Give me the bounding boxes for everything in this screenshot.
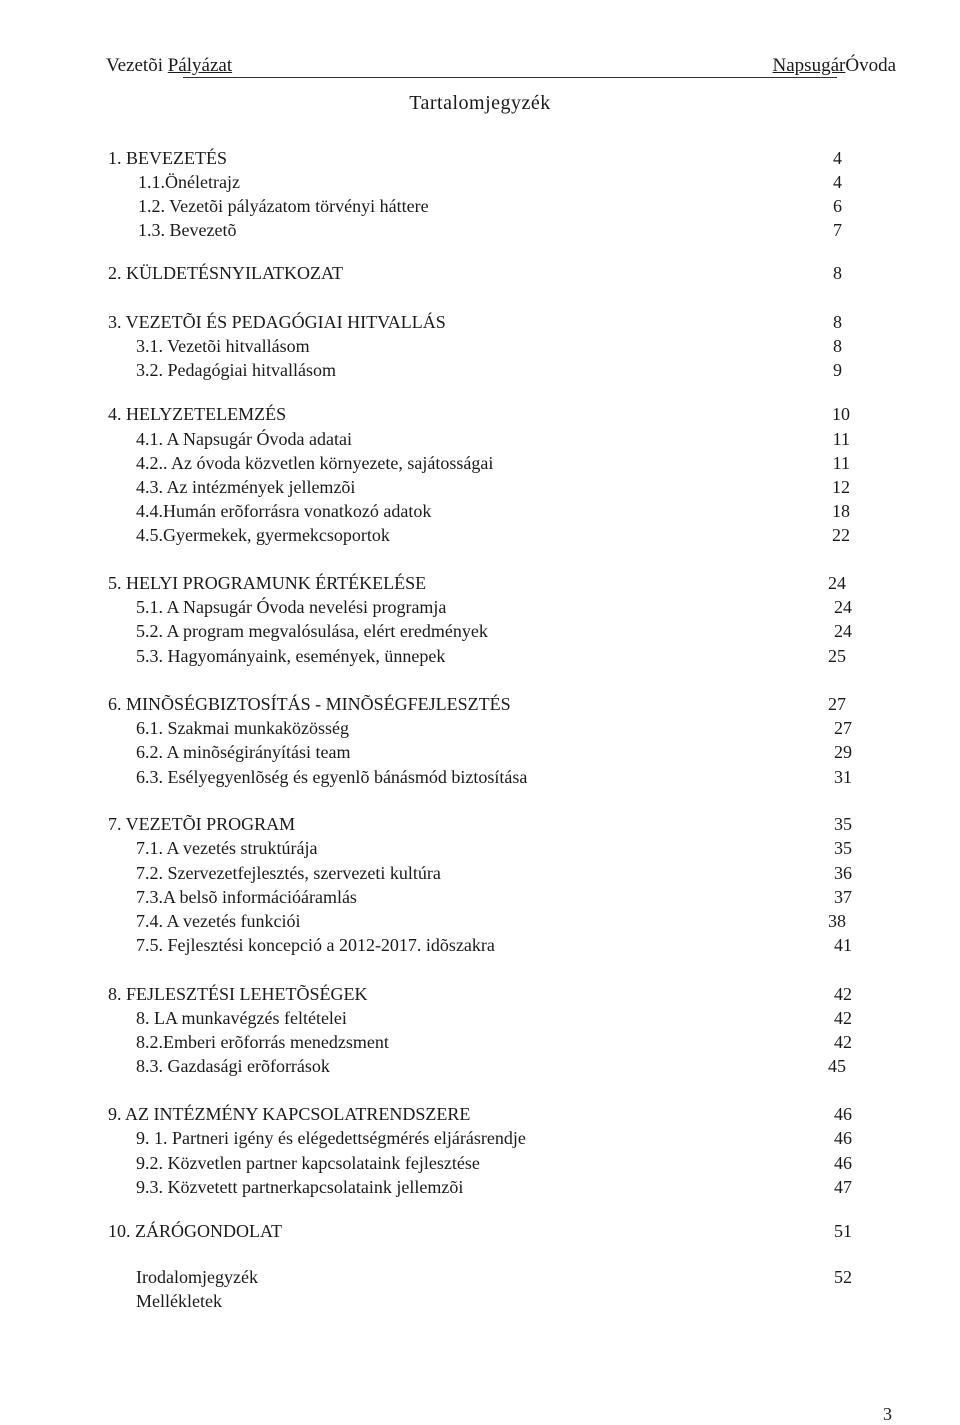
toc-entry-label: 9.3. Közvetett partnerkapcsolataink jellemzõi [136,1177,464,1197]
toc-entry-label: 5. HELYI PROGRAMUNK ÉRTÉKELÉSE [108,573,427,593]
toc-entry-label: 4.4.Humán erõforrásra vonatkozó adatok [136,501,432,521]
toc-entry-page: 18 [832,501,850,521]
toc-entry-label: 8. LA munkavégzés feltételei [136,1008,347,1028]
toc-entry-label: 7.1. A vezetés struktúrája [136,838,318,858]
toc-entry-page: 9 [833,360,842,380]
toc-entry-label: 10. ZÁRÓGONDOLAT [108,1221,282,1241]
toc-entry-label: 4.3. Az intézmények jellemzõi [136,477,356,497]
toc-entry-label: 2. KÜLDETÉSNYILATKOZAT [108,263,343,283]
toc-entry-label: 7.2. Szervezetfejlesztés, szervezeti kultúra [136,863,441,883]
toc-entry-label: 8.2.Emberi erõforrás menedzsment [136,1032,389,1052]
toc-entry-page: 37 [834,887,852,907]
toc-entry-page: 41 [834,935,852,955]
toc-entry-page: 42 [834,984,852,1004]
toc-entry-label: 5.3. Hagyományaink, események, ünnepek [136,646,446,666]
toc-entry-page: 29 [834,742,852,762]
toc-entry-label: 8.3. Gazdasági erõforrások [136,1056,330,1076]
page-number: 3 [883,1404,892,1424]
toc-entry-label: 7. VEZETÕI PROGRAM [108,814,296,834]
toc-entry-label: 6. MINÕSÉGBIZTOSÍTÁS - MINÕSÉGFEJLESZTÉS [108,694,511,714]
toc-entry-page: 7 [833,220,842,240]
toc-entry-label: 3.2. Pedagógiai hitvallásom [136,360,336,380]
toc-entry-page: 35 [834,838,852,858]
toc-entry-label: 1.2. Vezetõi pályázatom törvényi háttere [138,196,429,216]
toc-entry-page: 24 [828,573,846,593]
toc-entry-label: 6.1. Szakmai munkaközösség [136,718,349,738]
toc-entry-label: 6.3. Esélyegyenlõség és egyenlõ bánásmód biztosítása [136,767,528,787]
header-right-underlined: Napsugár [772,55,846,76]
toc-entry-label: 4.1. A Napsugár Óvoda adatai [136,429,352,449]
toc-entry-label: 5.2. A program megvalósulása, elért eredmények [136,621,488,641]
toc-entry-label: Irodalomjegyzék [136,1267,258,1287]
toc-entry-page: 38 [828,911,846,931]
toc-entry-page: 24 [834,597,852,617]
toc-entry-page: 46 [834,1153,852,1173]
toc-entry-page: 12 [832,477,850,497]
toc-entry-page: 22 [832,525,850,545]
header-right-plain: Óvoda [845,55,896,76]
toc-entry-label: 9.2. Közvetlen partner kapcsolataink fejlesztése [136,1153,480,1173]
toc-entry-page: 42 [834,1008,852,1028]
toc-entry-label: 7.4. A vezetés funkciói [136,911,301,931]
toc-entry-page: 10 [832,404,850,424]
toc-entry-label: 4.5.Gyermekek, gyermekcsoportok [136,525,390,545]
toc-entry-page: 27 [828,694,846,714]
toc-entry-page: 8 [833,263,842,283]
header-left-underlined: Pályázat [167,55,233,76]
toc-entry-page: 24 [834,621,852,641]
toc-entry-label: 5.1. A Napsugár Óvoda nevelési programja [136,597,447,617]
toc-entry-page: 42 [834,1032,852,1052]
toc-entry-page: 8 [833,336,842,356]
toc-title: Tartalomjegyzék [409,92,551,114]
toc-entry-page: 46 [834,1128,852,1148]
toc-entry-page: 47 [834,1177,852,1197]
toc-entry-label: 4. HELYZETELEMZÉS [108,404,287,424]
toc-entry-page: 4 [833,148,842,168]
toc-entry-page: 27 [834,718,852,738]
toc-entry-label: 3.1. Vezetõi hitvallásom [136,336,310,356]
toc-entry-page: 36 [834,863,852,883]
toc-entry-label: 7.5. Fejlesztési koncepció a 2012-2017. idõszakra [136,935,495,955]
toc-entry-page: 4 [833,172,842,192]
toc-entry-label: 4.2.. Az óvoda közvetlen környezete, sajátosságai [136,453,494,473]
toc-entry-label: 7.3.A belsõ információáramlás [136,887,357,907]
toc-entry-label: 9. 1. Partneri igény és elégedettségmérés eljárásrendje [136,1128,526,1148]
toc-entry-label: Mellékletek [136,1291,222,1311]
toc-entry-page: 11 [832,453,850,473]
toc-entry-label: 9. AZ INTÉZMÉNY KAPCSOLATRENDSZERE [108,1104,471,1124]
header-left-plain: Vezetõi [106,55,168,76]
toc-entry-page: 35 [834,814,852,834]
toc-entry-page: 45 [828,1056,846,1076]
toc-entry-page: 11 [832,429,850,449]
toc-entry-label: 6.2. A minõségirányítási team [136,742,351,762]
toc-entry-page: 31 [834,767,852,787]
toc-entry-page: 6 [833,196,842,216]
toc-entry-page: 8 [833,312,842,332]
toc-entry-label: 1. BEVEZETÉS [108,148,227,168]
toc-entry-label: 8. FEJLESZTÉSI LEHETÕSÉGEK [108,984,368,1004]
toc-entry-page: 51 [834,1221,852,1241]
toc-entry-label: 1.3. Bevezetõ [138,220,237,240]
toc-entry-page: 52 [834,1267,852,1287]
toc-entry-label: 1.1.Önéletrajz [138,172,240,192]
toc-entry-page: 46 [834,1104,852,1124]
toc-entry-page: 25 [828,646,846,666]
toc-entry-label: 3. VEZETÕI ÉS PEDAGÓGIAI HITVALLÁS [108,312,446,332]
